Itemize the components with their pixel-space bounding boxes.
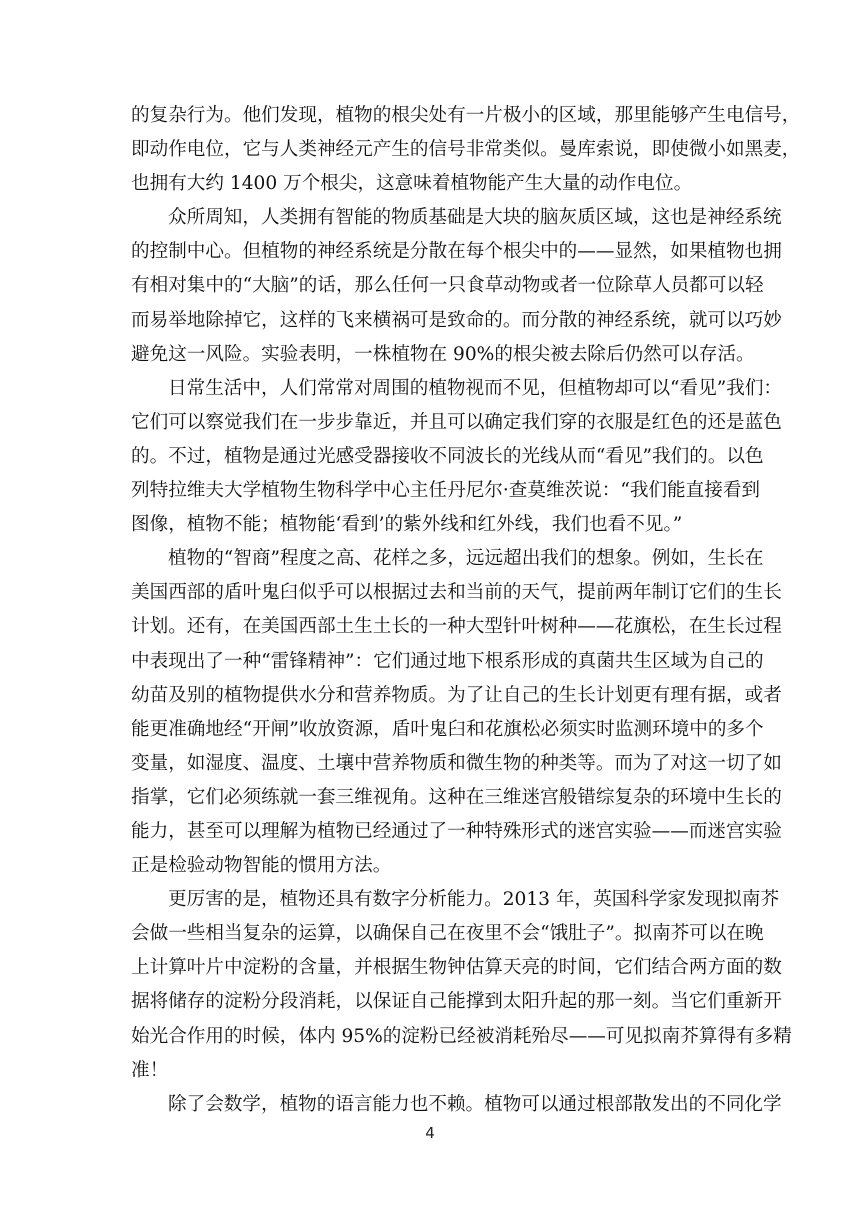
paragraph-end-line: 也拥有大约 1400 万个根尖，这意味着植物能产生大量的动作电位。 [131, 173, 693, 195]
text-line: 上计算叶片中淀粉的含量，并根据生物钟估算天亮的时间，它们结合两方面的数 [131, 957, 782, 979]
text-line: 指掌，它们必须练就一套三维视角。这种在三维迷宫般错综复杂的环境中生长的 [131, 786, 782, 808]
text-line: 始光合作用的时候，体内 95%的淀粉已经被消耗殆尽——可见拟南芥算得有多精 [131, 1025, 792, 1047]
paragraph-end-line: 正是检验动物智能的惯用方法。 [131, 855, 392, 877]
text-line: 列特拉维夫大学植物生物科学中心主任丹尼尔·查莫维茨说：“我们能直接看到 [131, 480, 761, 502]
paragraph-end-line: 图像，植物不能；植物能‘看到’的紫外线和红外线，我们也看不见。” [131, 514, 683, 536]
text-line: 幼苗及别的植物提供水分和营养物质。为了让自己的生长计划更有理有据，或者 [131, 684, 782, 706]
text-line: 而易举地除掉它，这样的飞来横祸可是致命的。而分散的神经系统，就可以巧妙 [131, 309, 782, 331]
article-body [131, 99, 801, 1122]
text-line: 它们可以察觉我们在一步步靠近，并且可以确定我们穿的衣服是红色的还是蓝色 [131, 411, 782, 433]
text-line: 美国西部的盾叶鬼臼似乎可以根据过去和当前的天气，提前两年制订它们的生长 [131, 582, 782, 604]
text-line: 能更准确地经“开闸”收放资源，盾叶鬼臼和花旗松必须实时监测环境中的多个 [131, 718, 764, 740]
text-line: 有相对集中的“大脑”的话，那么任何一只食草动物或者一位除草人员都可以轻 [131, 275, 764, 297]
paragraph-first-line: 更厉害的是，植物还具有数字分析能力。2013 年，英国科学家发现拟南芥 [168, 889, 780, 911]
text-line: 的复杂行为。他们发现，植物的根尖处有一片极小的区域，那里能够产生电信号， [131, 105, 801, 126]
page-number: 4 [425, 1124, 435, 1142]
paragraph-first-line: 日常生活中，人们常常对周围的植物视而不见，但植物却可以“看见”我们： [168, 377, 783, 399]
paragraph-first-line: 除了会数学，植物的语言能力也不赖。植物可以通过根部散发出的不同化学 [168, 1093, 782, 1115]
text-line: 计划。还有，在美国西部土生土长的一种大型针叶树种——花旗松，在生长过程 [131, 616, 782, 638]
paragraph-end-line: 准！ [131, 1059, 169, 1081]
paragraph-first-line: 众所周知，人类拥有智能的物质基础是大块的脑灰质区域，这也是神经系统 [168, 207, 782, 229]
text-line: 会做一些相当复杂的运算，以确保自己在夜里不会“饿肚子”。拟南芥可以在晚 [131, 923, 764, 945]
text-line: 变量，如湿度、温度、土壤中营养物质和微生物的种类等。而为了对这一切了如 [131, 752, 782, 774]
text-line: 的。不过，植物是通过光感受器接收不同波长的光线从而“看见”我们的。以色 [131, 445, 764, 467]
text-line: 能力，甚至可以理解为植物已经通过了一种特殊形式的迷宫实验——而迷宫实验 [131, 820, 782, 842]
text-line: 即动作电位，它与人类神经元产生的信号非常类似。曼库索说，即使微小如黑麦， [131, 139, 801, 161]
text-line: 的控制中心。但植物的神经系统是分散在每个根尖中的——显然，如果植物也拥 [131, 241, 782, 263]
paragraph-end-line: 避免这一风险。实验表明，一株植物在 90%的根尖被去除后仍然可以存活。 [131, 343, 755, 365]
text-line: 据将储存的淀粉分段消耗，以保证自己能撑到太阳升起的那一刻。当它们重新开 [131, 991, 782, 1013]
text-line: 中表现出了一种“雷锋精神”：它们通过地下根系形成的真菌共生区域为自己的 [131, 650, 764, 672]
paragraph-first-line: 植物的“智商”程度之高、花样之多，远远超出我们的想象。例如，生长在 [168, 548, 764, 570]
